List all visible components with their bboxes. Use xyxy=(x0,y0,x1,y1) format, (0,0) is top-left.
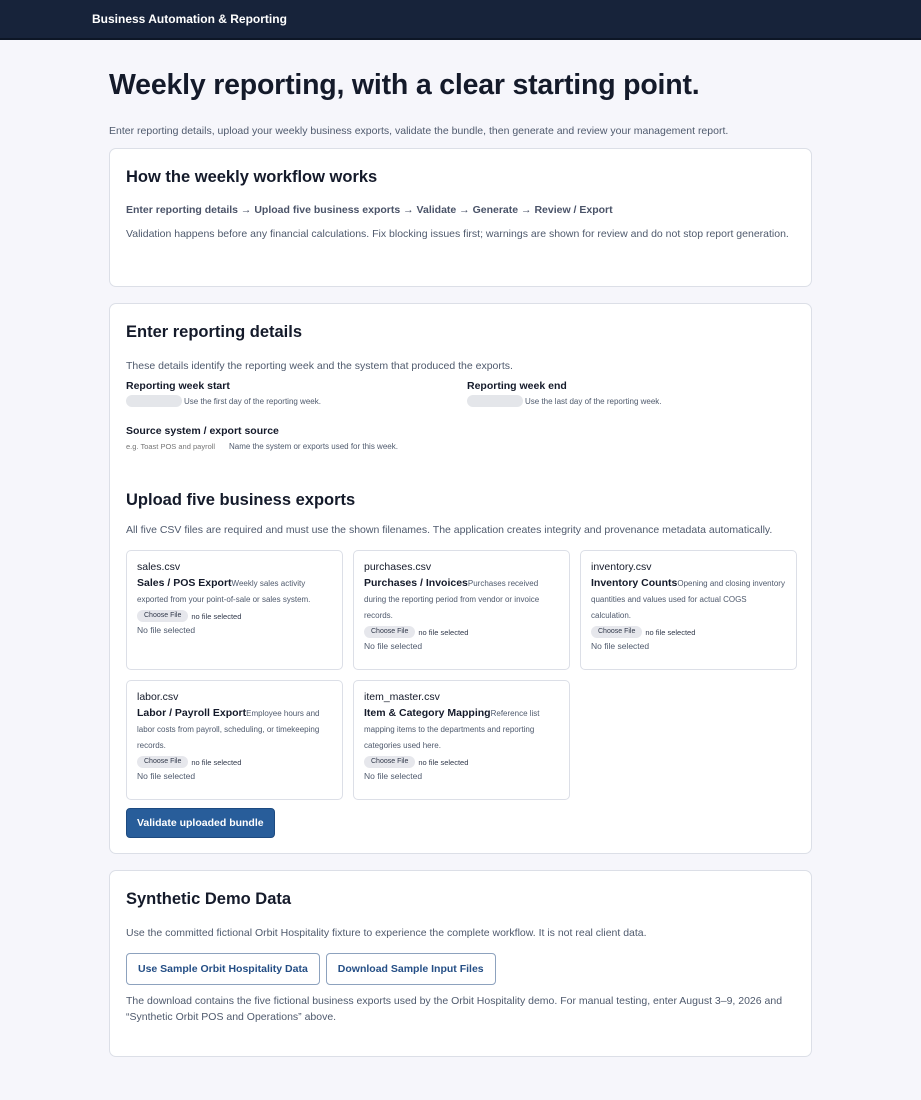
choose-file-button[interactable]: Choose File xyxy=(137,610,188,622)
reporting-details-card xyxy=(109,303,812,854)
week-end-input[interactable] xyxy=(467,395,523,407)
upload-title: Upload five business exports xyxy=(126,491,356,509)
page-subtitle: Enter reporting details, upload your weekly business exports, validate the bundle, then generate and review your management report. xyxy=(109,125,729,137)
file-name: purchases.csv xyxy=(364,561,432,573)
upload-card-sales xyxy=(126,550,343,670)
source-field xyxy=(126,425,398,452)
file-status: No file selected xyxy=(137,771,196,781)
source-input[interactable] xyxy=(126,440,227,452)
file-description: Employee hours and labor costs from payroll, scheduling, or timekeeping records. xyxy=(137,709,320,750)
workflow-note: Validation happens before any financial calculations. Fix blocking issues first; warnings are shown for review and do not stop report generation. xyxy=(126,228,789,240)
file-title: Purchases / Invoices xyxy=(364,577,468,589)
week-end-label: Reporting week end xyxy=(467,380,567,392)
file-description: Reference list mapping items to the departments and reporting categories used here. xyxy=(364,709,540,750)
choose-file-button[interactable]: Choose File xyxy=(364,626,415,638)
file-title: Sales / POS Export xyxy=(137,577,232,589)
week-start-input[interactable] xyxy=(126,395,182,407)
upload-card-labor xyxy=(126,680,343,800)
workflow-steps: Enter reporting details → Upload five business exports → Validate → Generate → Review / Export xyxy=(126,204,613,216)
choose-file-button[interactable]: Choose File xyxy=(137,756,188,768)
details-fields xyxy=(126,380,795,490)
file-input-status: no file selected xyxy=(191,757,242,767)
demo-title: Synthetic Demo Data xyxy=(126,890,292,908)
week-end-field xyxy=(467,380,662,407)
details-title: Enter reporting details xyxy=(126,323,303,341)
validate-bundle-button[interactable]: Validate uploaded bundle xyxy=(126,808,275,838)
main-content xyxy=(109,40,812,1023)
upload-grid xyxy=(126,550,795,802)
file-input-status: no file selected xyxy=(418,627,469,637)
upload-card-inventory xyxy=(580,550,797,670)
source-label: Source system / export source xyxy=(126,425,279,437)
top-navigation-bar xyxy=(0,0,921,40)
app-title[interactable]: Business Automation & Reporting xyxy=(92,12,287,26)
file-input-status: no file selected xyxy=(191,611,242,621)
file-name: inventory.csv xyxy=(591,561,652,573)
file-name: sales.csv xyxy=(137,561,181,573)
week-start-label: Reporting week start xyxy=(126,380,230,392)
upload-card-purchases xyxy=(353,550,570,670)
upload-intro: All five CSV files are required and must use the shown filenames. The application creates integrity and provenance metadata automatically. xyxy=(126,524,773,536)
workflow-card xyxy=(109,148,812,287)
details-intro: These details identify the reporting week and the system that produced the exports. xyxy=(126,360,513,372)
use-sample-data-button[interactable]: Use Sample Orbit Hospitality Data xyxy=(126,953,320,985)
file-input-status: no file selected xyxy=(645,627,696,637)
upload-card-item-master xyxy=(353,680,570,800)
week-start-field xyxy=(126,380,321,407)
download-sample-files-button[interactable]: Download Sample Input Files xyxy=(326,953,496,985)
workflow-title: How the weekly workflow works xyxy=(126,168,378,186)
file-description: Purchases received during the reporting period from vendor or invoice records. xyxy=(364,579,540,620)
file-status: No file selected xyxy=(137,625,196,635)
source-hint: Name the system or exports used for this week. xyxy=(229,441,398,451)
demo-actions xyxy=(126,953,795,985)
file-status: No file selected xyxy=(591,641,650,651)
choose-file-button[interactable]: Choose File xyxy=(591,626,642,638)
demo-intro: Use the committed fictional Orbit Hospitality fixture to experience the complete workflow. It is not real client data. xyxy=(126,927,647,939)
choose-file-button[interactable]: Choose File xyxy=(364,756,415,768)
file-status: No file selected xyxy=(364,771,423,781)
file-description: Opening and closing inventory quantities and values used for actual COGS calculation. xyxy=(591,579,785,620)
file-title: Item & Category Mapping xyxy=(364,707,491,719)
file-title: Labor / Payroll Export xyxy=(137,707,247,719)
file-input-status: no file selected xyxy=(418,757,469,767)
demo-data-card xyxy=(109,870,812,1057)
file-title: Inventory Counts xyxy=(591,577,678,589)
week-end-hint: Use the last day of the reporting week. xyxy=(525,396,662,406)
file-name: item_master.csv xyxy=(364,691,440,703)
demo-note: The download contains the five fictional business exports used by the Orbit Hospitality demo. For manual testing, enter August 3–9, 2026 and “Synthetic Orbit POS and Operations” above. xyxy=(126,995,783,1023)
file-description: Weekly sales activity exported from your point-of-sale or sales system. xyxy=(137,579,311,604)
week-start-hint: Use the first day of the reporting week. xyxy=(184,396,321,406)
file-name: labor.csv xyxy=(137,691,179,703)
page-title: Weekly reporting, with a clear starting point. xyxy=(109,69,700,101)
file-status: No file selected xyxy=(364,641,423,651)
